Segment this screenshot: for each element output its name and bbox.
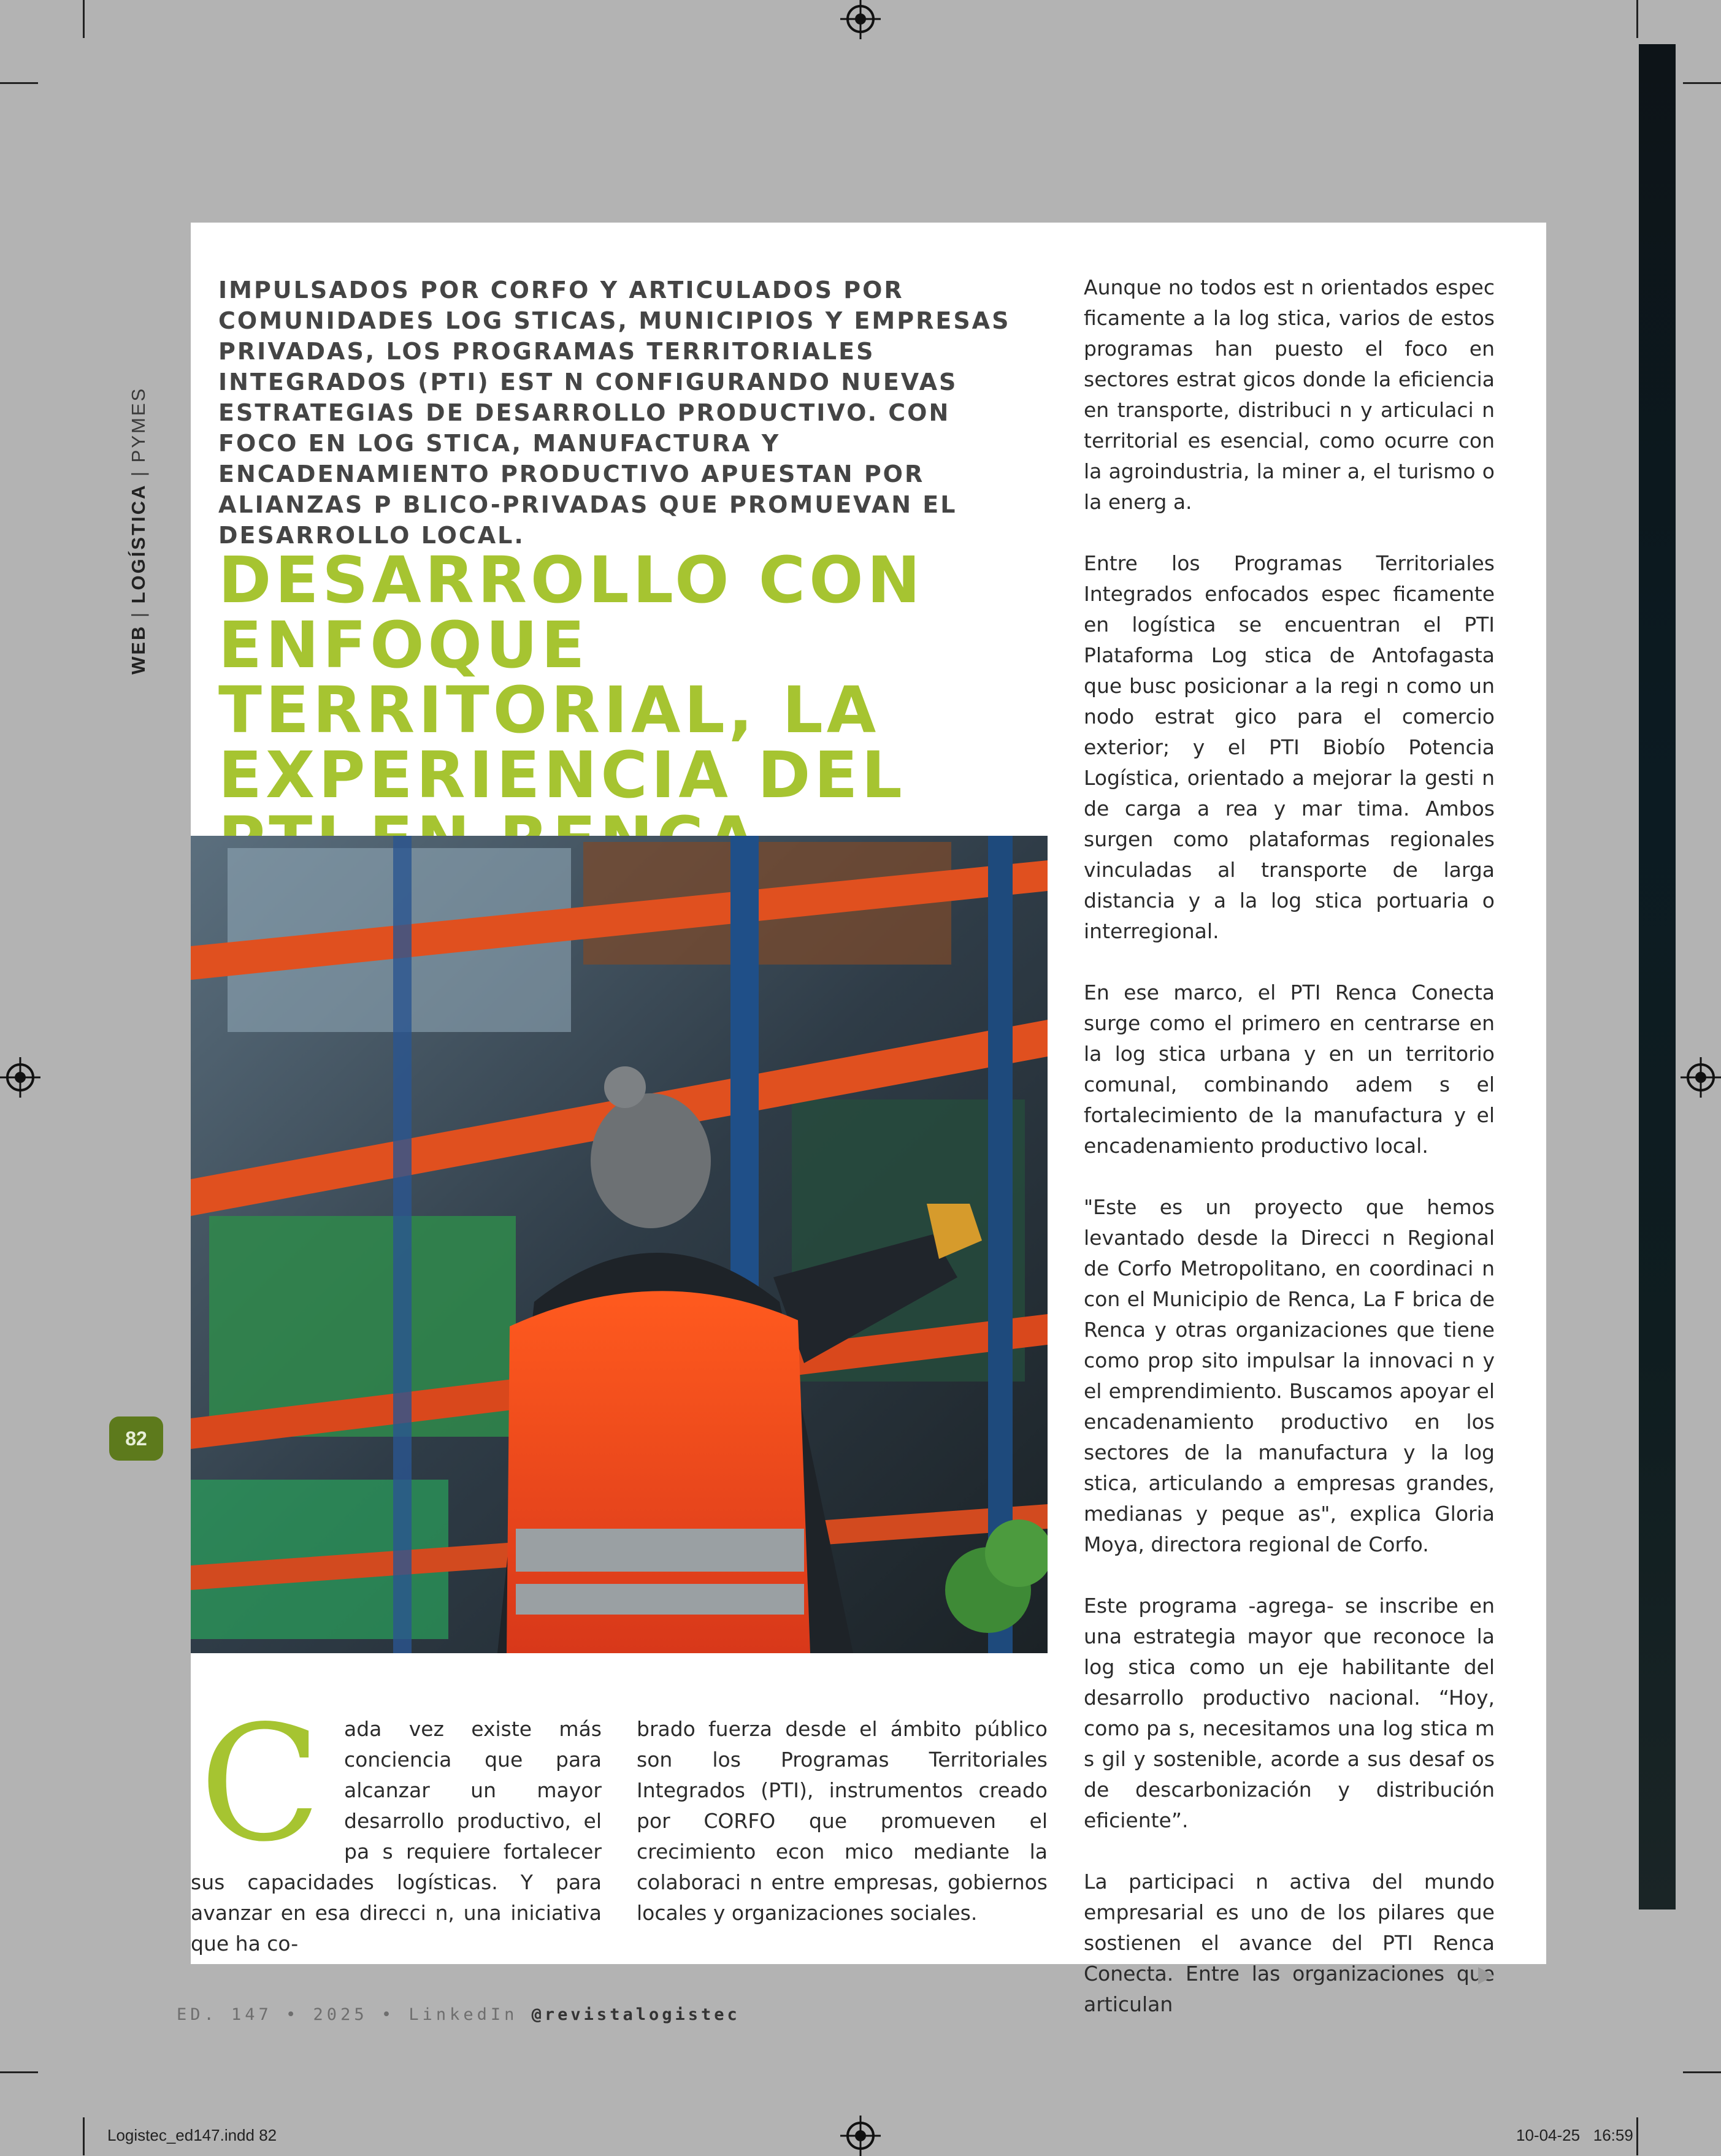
page-footer <box>177 2005 740 2024</box>
paragraph: Entre los Programas Territoriales Integrados enfocados espec ficamente en logística se encuentran el PTI Plataforma Log stica de Antofagasta que busc posicionar a la regi n como un nodo estrat gico para el comercio exterior; y el PTI Biobío Potencia Logística, orientado a mejorar la gesti n de carga a rea y mar tima. Ambos surgen como plataformas regionales vinculadas al transporte de larga distancia y a la log stica portuaria o interregional. <box>1084 551 1495 943</box>
registration-mark-icon <box>846 2122 875 2150</box>
crop-mark <box>1636 0 1638 38</box>
section-web: WEB <box>128 624 149 675</box>
print-slug-datetime: 10-04-25 16:59 <box>1516 2126 1633 2144</box>
section-pymes: PYMES <box>128 386 149 463</box>
print-slug-file: Logistec_ed147.indd 82 <box>107 2126 277 2144</box>
paragraph: En ese marco, el PTI Renca Conecta surge como el primero en centrarse en la log stica urbana y en un territorio comunal, combinando adem s el fortalecimiento de la manufactura y el encadenamiento productivo local. <box>1084 981 1495 1158</box>
crop-mark <box>83 2117 85 2155</box>
body-column-3 <box>1084 272 1495 2051</box>
warehouse-worker-photo <box>191 836 1048 1653</box>
paragraph: "Este es un proyecto que hemos levantado desde la Direcci n Regional de Corfo Metropolitano, en coordinaci n con el Municipio de Renca, La F brica de Renca y otras organizaciones que tiene como prop sito impulsar la innovaci n y el emprendimiento. Buscamos apoyar el encadenamiento productivo en los sectores de la manufactura y la log stica, articulando a empresas grandes, medianas y peque as", explica Gloria Moya, directora regional de Corfo. <box>1084 1195 1495 1556</box>
registration-mark-icon <box>846 5 875 33</box>
section-label: WEB | LOGÍSTICA | PYMES <box>128 386 149 675</box>
column-1-text: ada vez existe más conciencia que para alcanzar un mayor desarrollo productivo, el pa s requiere fortalecer sus capacidades logísticas. Y para avanzar en esa direcci n, una iniciativa que ha co- <box>191 1717 602 1955</box>
crop-mark <box>0 82 38 84</box>
crop-mark <box>0 2071 38 2073</box>
body-column-1 <box>191 1692 602 1959</box>
continue-arrow-icon <box>1478 1967 1494 1984</box>
section-logistica: LOGÍSTICA <box>128 483 149 604</box>
page-number-badge: 82 <box>109 1416 163 1461</box>
article-headline: DESARROLLO CON ENFOQUE TERRITORIAL, LA EXPERIENCIA DEL <box>218 543 924 812</box>
crop-mark <box>1636 2117 1638 2155</box>
crop-mark <box>83 0 85 38</box>
registration-mark-icon <box>6 1063 34 1091</box>
paragraph: Aunque no todos est n orientados espec ficamente a la log stica, varios de estos programas han puesto el foco en sectores estrat gicos donde la eficiencia en transporte, distribuci n y articulaci n territorial es esencial, como ocurre con la agroindustria, la miner a, el turismo o la energ a. <box>1084 275 1495 514</box>
paragraph: Este programa -agrega- se inscribe en una estrategia mayor que reconoce la log stica como un eje habilitante del desarrollo productivo nacional. “Hoy, como pa s, necesitamos una log stica m s gil y sostenible, acorde a sus desaf os de descarbonización y distribución eficiente”. <box>1084 1594 1495 1832</box>
registration-mark-icon <box>1687 1063 1715 1091</box>
crop-mark <box>1683 82 1721 84</box>
crop-mark <box>1683 2071 1721 2073</box>
article-lead: IMPULSADOS POR CORFO Y ARTICULADOS POR COMUNIDADES LOG STICAS, MUNICIPIOS Y EMPRESAS PRIVADAS, LOS PROGRAMAS TERRITORIALES INTEGRADOS (PTI) EST N CONFIGURANDO NUEVAS ESTRATEGIAS DE DESARROLLO PRODUCTIVO. CON FOCO EN LOG STICA, MANUFACTURA Y ENCADENAMIENTO PRODUCTIVO APUESTAN POR ALIANZAS P BLICO-PRIVADAS QUE PROMUEVAN EL DESARROLLO LOCAL. <box>218 277 1011 549</box>
footer-handle: @revistalogistec <box>531 2005 740 2024</box>
footer-edition: ED. 147 • 2025 • LinkedIn <box>177 2005 518 2024</box>
facing-page-bleed <box>1639 44 1676 1909</box>
body-column-2: brado fuerza desde el ámbito público son los Programas Territoriales Integrados (PTI), instrumentos creado por CORFO que promueven el crecimiento econ mico mediante la colaboraci n entre empresas, gobiernos locales y organizaciones sociales. <box>637 1717 1048 1925</box>
drop-cap: C <box>199 1692 321 1877</box>
paragraph: La participaci n activa del mundo empresarial es uno de los pilares que sostienen el avance del PTI Renca Conecta. Entre las organizaciones que articulan <box>1084 1870 1495 2016</box>
